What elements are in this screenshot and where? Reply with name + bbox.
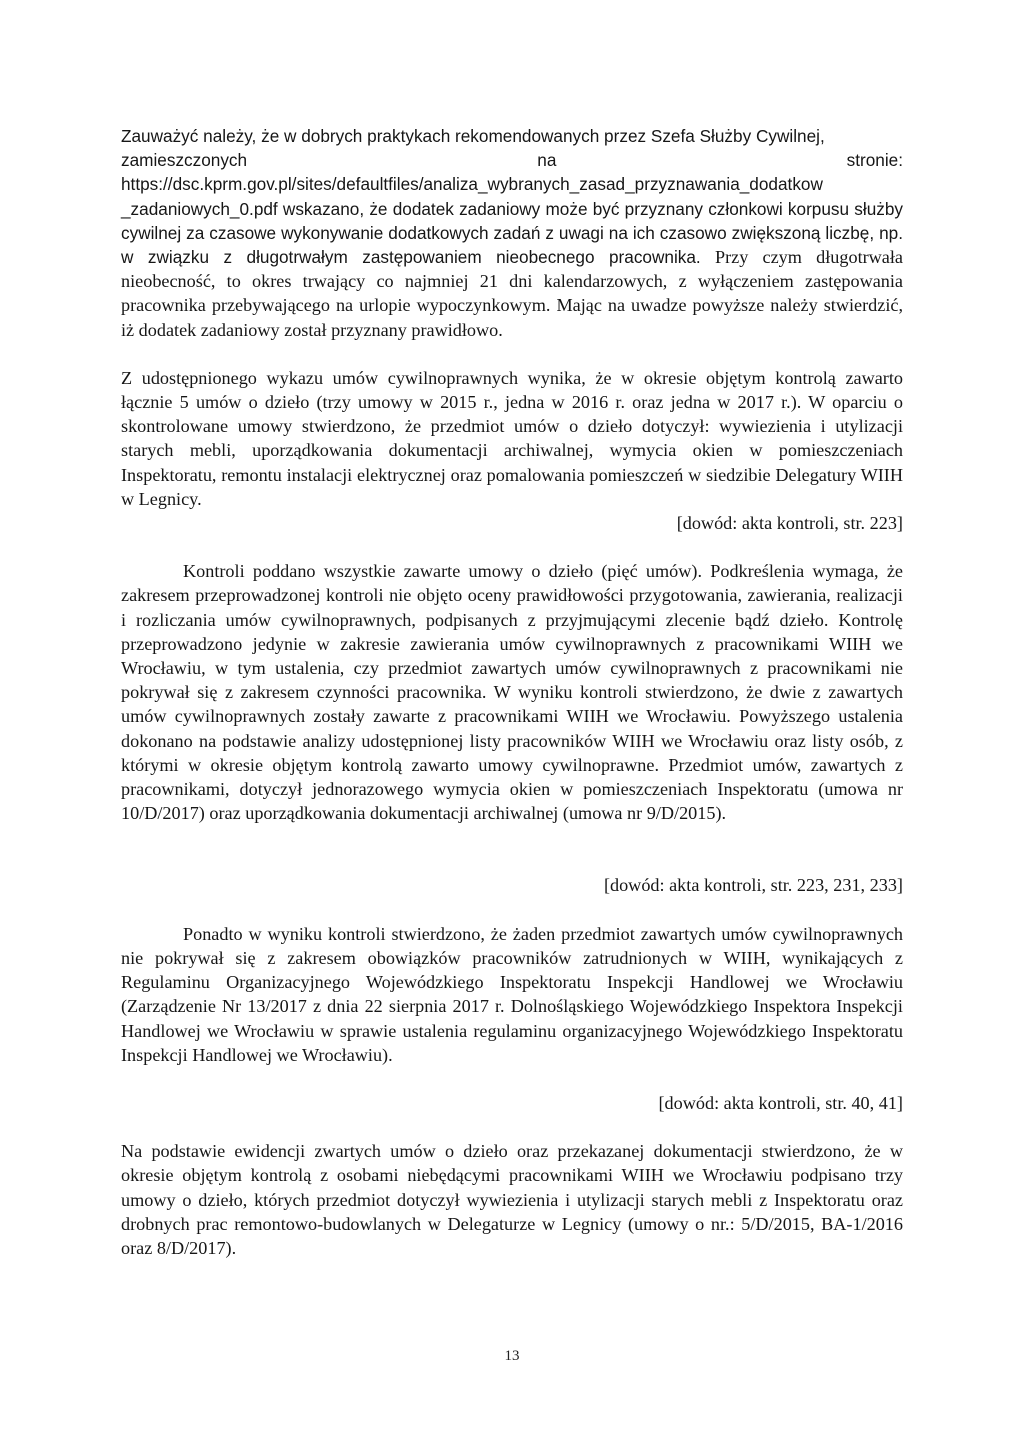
document-body: [121, 124, 903, 1260]
best-practices-justified-line: [121, 148, 903, 172]
source-url-part-2: _zadaniowych_0.pdf: [121, 198, 278, 219]
paragraph-control-scope: Kontroli poddano wszystkie zawarte umowy o dzieło (pięć umów). Podkreślenia wymaga, że zakresem przeprowadzonej kontroli nie objęto oceny prawidłowości przygotowania, zawierania, realizacji i rozliczania umów cywilnoprawnych, podpisanych z przyjmującymi zlecenie bądź dzieło. Kontrolę przeprowadzono jedynie w zakresie zawierania umów cywilnoprawnych z pracownikami WIIH we Wrocławiu, w tym ustalenia, czy przedmiot zawartych umów cywilnoprawnych z pracownikami nie pokrywał się z zakresem czynności pracownika. W wyniku kontroli stwierdzono, że dwie z zawartych umów cywilnoprawnych zostały zawarte z pracownikami WIIH we Wrocławiu. Powyższego ustalenia dokonano na podstawie analizy udostępnionej listy pracowników WIIH we Wrocławiu oraz listy osób, z którymi w okresie objętym kontrolą zawarto umowy cywilnoprawne. Przedmiot umów, zawartych z pracownikami, dotyczył jednorazowego wymycia okien w pomieszczeniach Inspektoratu (umowa nr 10/D/2017) oraz uporządkowania dokumentacji archiwalnej (umowa nr 9/D/2015).: [121, 561, 903, 824]
best-practices-conclusion: Przy czym długotrwała nieobecność, to okres trwający co najmniej 21 dni kalendarzowych, z wyłączeniem zastępowania pracownika przebywającego na urlopie wypoczynkowym. Mając na uwadze powyższe należy stwierdzić, iż dodatek zadaniowy został przyznany prawidłowo.: [121, 247, 904, 340]
paragraph-duties-comparison: Ponadto w wyniku kontroli stwierdzono, że żaden przedmiot zawartych umów cywilnoprawnych nie pokrywał się z zakresem obowiązków pracowników zatrudnionych w WIIH, wynikających z Regulaminu Organizacyjnego Wojewódzkiego Inspektoratu Inspekcji Handlowej we Wrocławiu (Zarządzenie Nr 13/2017 z dnia 22 sierpnia 2017 r. Dolnośląskiego Wojewódzkiego Inspektora Inspekcji Handlowej we Wrocławiu w sprawie ustalenia regulaminu organizacyjnego Wojewódzkiego Inspektoratu Inspekcji Handlowej we Wrocławiu).: [121, 923, 903, 1065]
paragraph-civil-contracts-list: Z udostępnionego wykazu umów cywilnoprawnych wynika, że w okresie objętym kontrolą zawarto łącznie 5 umów o dzieło (trzy umowy w 2015 r., jedna w 2016 r. oraz jedna w 2017 r.). W oparciu o skontrolowane umowy stwierdzono, że przedmiot umów o dzieło dotyczył: wywiezienia i utylizacji starych mebli, uporządkowania dokumentacji archiwalnej, wymycia okien w pomieszczeniach Inspektoratu, remontu instalacji elektrycznej oraz pomalowania pomieszczeń w siedzibie Delegatury WIIH w Legnicy.: [121, 367, 903, 509]
best-practices-first-line: Zauważyć należy, że w dobrych praktykach rekomendowanych przez Szefa Służby Cywilnej,: [121, 126, 825, 146]
evidence-reference-1: [dowód: akta kontroli, str. 223]: [676, 513, 903, 534]
paragraph-best-practices: [121, 124, 903, 342]
evidence-reference-3: [dowód: akta kontroli, str. 40, 41]: [658, 1092, 903, 1113]
paragraph-external-contracts: Na podstawie ewidencji zwartych umów o dzieło oraz przekazanej dokumentacji stwierdzono, że w okresie objętym kontrolą z osobami niebędącymi pracownikami WIIH we Wrocławiu podpisano trzy umowy o dzieło, których przedmiot dotyczył wywiezienia i utylizacji starych mebli z Inspektoratu oraz drobnych prac remontowo-budowlanych w Delegaturze w Legnicy (umowy o nr.: 5/D/2015, BA-1/2016 oraz 8/D/2017).: [121, 1141, 903, 1258]
page-number: 13: [504, 1348, 520, 1364]
source-url-part-1: https://dsc.kprm.gov.pl/sites/defaultfiles/analiza_wybranych_zasad_przyznawania_dodatkow: [121, 174, 823, 195]
best-practices-continuation: wskazano, że dodatek zadaniowy może być przyznany członkowi korpusu służby cywilnej za czasowe wykonywanie dodatkowych zadań z uwagi na ich czasowo zwiększoną liczbę, np. w związku z długotrwałym zastępowaniem nieobecnego pracownika.: [121, 198, 903, 268]
text-fragment: na: [537, 150, 557, 171]
text-fragment: zamieszczonych: [121, 150, 248, 171]
text-fragment: stronie:: [846, 150, 903, 171]
evidence-reference-2: [dowód: akta kontroli, str. 223, 231, 233]: [603, 875, 903, 896]
